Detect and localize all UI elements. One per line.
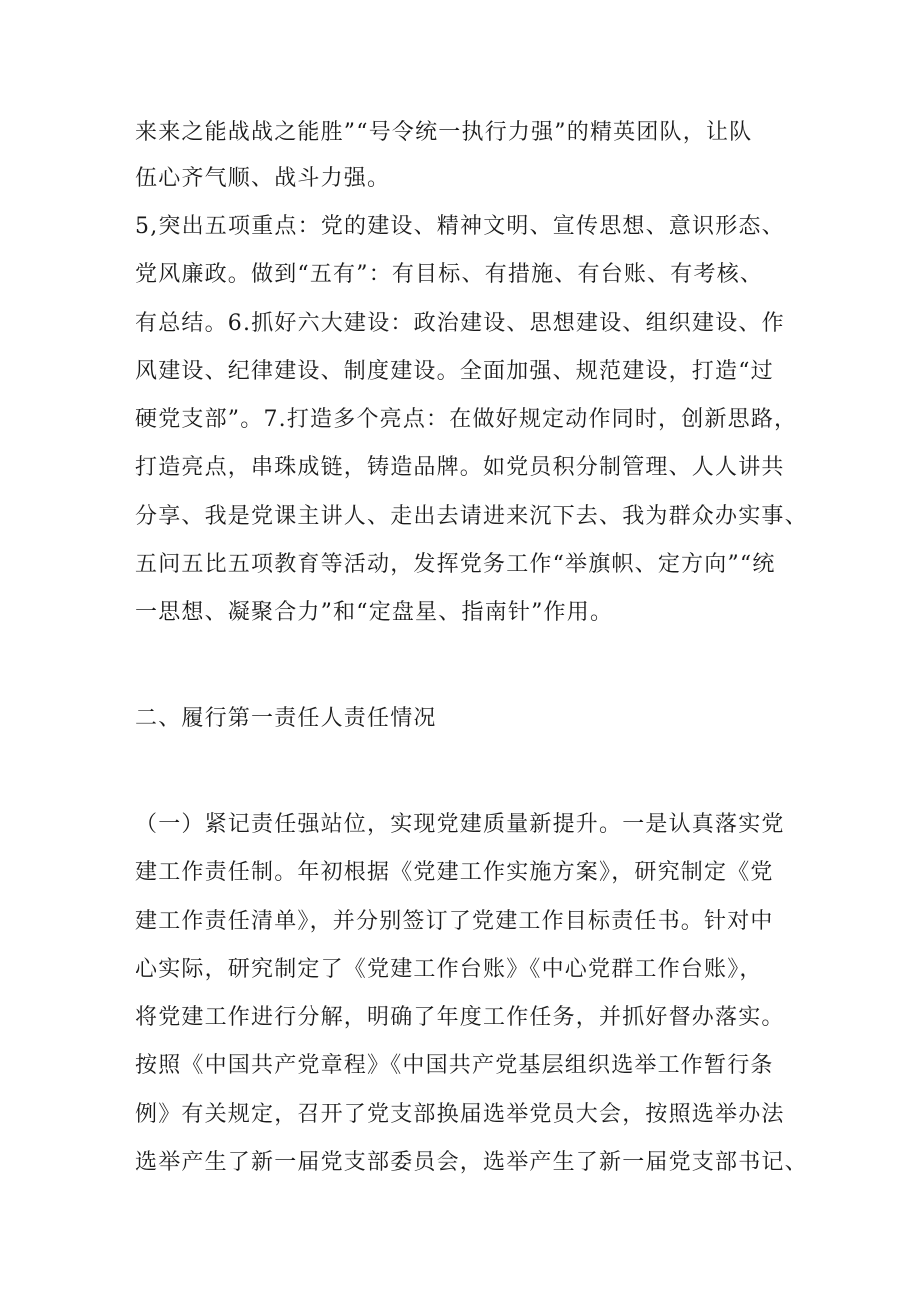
text-line: 有总结。6.抓好六大建设：政治建设、思想建设、组织建设、作 bbox=[135, 311, 785, 336]
text-line: 将党建工作进行分解，明确了年度工作任务，并抓好督办落实。 bbox=[135, 1005, 785, 1030]
text-line: 例》有关规定，召开了党支部换届选举党员大会，按照选举办法 bbox=[135, 1102, 785, 1127]
text-line: 硬党支部”。7.打造多个亮点：在做好规定动作同时，创新思路， bbox=[135, 407, 798, 432]
text-line: （一）紧记责任强站位，实现党建质量新提升。一是认真落实党 bbox=[135, 812, 785, 837]
text-line: 5,突出五项重点：党的建设、精神文明、宣传思想、意识形态、 bbox=[135, 214, 785, 239]
text-line: 打造亮点，串珠成链，铸造品牌。如党员积分制管理、人人讲共 bbox=[135, 455, 785, 480]
section-heading: 二、履行第一责任人责任情况 bbox=[135, 706, 437, 731]
text-line: 风建设、纪律建设、制度建设。全面加强、规范建设，打造“过 bbox=[135, 359, 774, 384]
text-line: 建工作责任制。年初根据《党建工作实施方案》，研究制定《党 bbox=[135, 860, 774, 885]
text-line: 一思想、凝聚合力”和“定盘星、指南针”作用。 bbox=[135, 600, 614, 625]
text-line: 建工作责任清单》，并分别签订了党建工作目标责任书。针对中 bbox=[135, 909, 774, 934]
text-line: 心实际，研究制定了《党建工作台账》《中心党群工作台账》， bbox=[135, 957, 763, 982]
text-line: 选举产生了新一届党支部委员会，选举产生了新一届党支部书记、 bbox=[135, 1150, 808, 1175]
text-line: 伍心齐气顺、战斗力强。 bbox=[135, 166, 391, 191]
text-line: 党风廉政。做到“五有”：有目标、有措施、有台账、有考核、 bbox=[135, 262, 764, 287]
text-line: 五问五比五项教育等活动，发挥党务工作“举旗帜、定方向”“统 bbox=[135, 552, 776, 577]
text-line: 按照《中国共产党章程》《中国共产党基层组织选举工作暂行条 bbox=[135, 1053, 774, 1078]
text-line: 分享、我是党课主讲人、走出去请进来沉下去、我为群众办实事、 bbox=[135, 504, 808, 529]
text-line: 来来之能战战之能胜”“号令统一执行力强”的精英团队，让队 bbox=[135, 120, 753, 145]
